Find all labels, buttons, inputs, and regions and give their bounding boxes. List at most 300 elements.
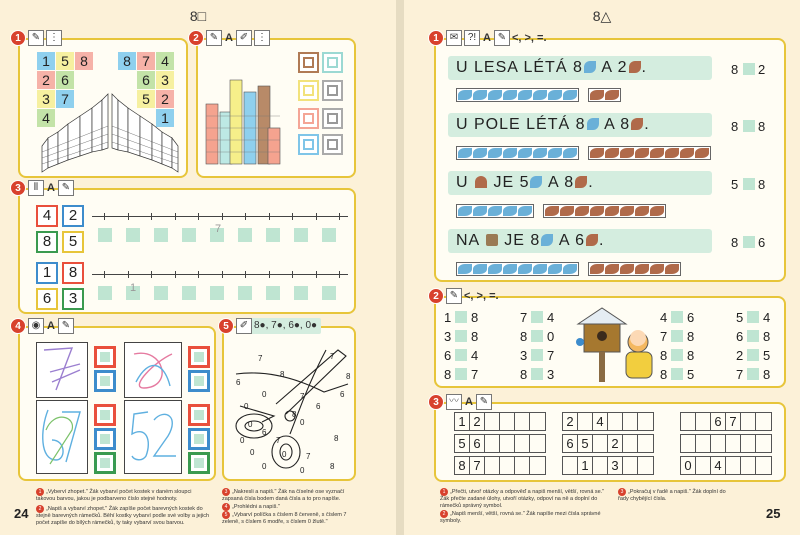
compare-right: 8 [687,329,695,344]
sentence-row-3: U JE 5 A 8 . [456,174,594,191]
scissors-number: 6 [340,390,345,399]
compare-box[interactable] [455,349,467,361]
page-number-left: 24 [14,506,29,521]
number-card: 8 [62,262,84,284]
grid-cell: 4 [156,52,174,70]
answer-box[interactable] [182,286,196,300]
sequence-cell[interactable] [485,435,500,452]
grid-cell: 6 [56,71,74,89]
pencil-icon: ✎ [206,30,222,46]
bird-icon [503,90,517,100]
sequence-row [454,434,546,453]
number-line-tick [339,213,340,220]
pencil-icon: ✎ [58,318,74,334]
sequence-cell[interactable] [593,457,608,474]
compare-box[interactable] [671,368,683,380]
number-line-tick [128,213,129,220]
footnote-text: „Pokračuj v řadě a napiš." Žák doplní do řady chybějící čísla. [618,489,726,502]
sequence-cell[interactable] [696,413,711,430]
exercise-4-icons [28,318,74,334]
grid-cell: 8 [118,52,136,70]
compare-box[interactable] [743,236,755,248]
exercise-5-icons [236,318,321,334]
traced-digit: 1 [130,282,137,294]
answer-box[interactable] [188,370,210,392]
answer-box[interactable] [98,228,112,242]
birdhouse-boy-illustration [568,304,660,384]
compare-right: 4 [763,310,771,325]
hidden-numbers-drawing [124,400,182,474]
answer-box[interactable] [94,370,116,392]
and-letter: A [47,320,55,332]
color-legend: 8●, 7●, 6●, 0● [254,320,318,331]
sequence-cell[interactable] [515,457,530,474]
answer-box[interactable] [182,228,196,242]
compare-right: 6 [687,310,695,325]
bird-strip [456,146,579,160]
exercise-3-badge: 3 [428,394,444,410]
footnote-badge: 1 [440,488,448,496]
bird-icon [605,90,619,100]
compare-right: 8 [687,348,695,363]
scissors-number: 6 [236,378,241,387]
scissors-number: 8 [280,370,285,379]
exercise-5-badge: 5 [218,318,234,334]
number-card: 4 [36,205,58,227]
scissors-number: 0 [262,462,267,471]
answer-frame[interactable] [322,80,343,101]
compare-right: 2 [758,62,766,77]
sequence-cell[interactable] [623,457,638,474]
compare-right: 8 [471,329,479,344]
bird-icon [680,148,694,158]
bird-strip [456,88,579,102]
scissors-number: 8 [334,434,339,443]
compare-box[interactable] [455,311,467,323]
sequence-cell[interactable] [756,457,771,474]
sequence-cell: 2 [563,413,578,430]
answer-box[interactable] [210,286,224,300]
hidden-numbers-drawing [124,342,182,398]
scissors-number: 7 [258,354,263,363]
book-gutter [396,0,404,535]
scissors-number: 0 [300,418,305,427]
bird-strip [588,262,681,276]
hidden-numbers-drawing [36,400,88,474]
compare-left: 5 [731,177,739,192]
pencil-icon: ✎ [58,180,74,196]
answer-box[interactable] [154,228,168,242]
scissors-number: 6 [316,402,321,411]
bird-icon [458,206,472,216]
bird-icon [635,264,649,274]
sequence-cell[interactable] [515,413,530,430]
answer-frame[interactable] [322,52,343,73]
bird-icon [533,148,547,158]
sequence-cell[interactable] [711,435,726,452]
answer-box[interactable] [94,346,116,368]
bird-icon [590,264,604,274]
number-line-tick [151,271,152,278]
number-line-tick [222,213,223,220]
bird-icon [488,206,502,216]
traced-digit: 7 [215,223,222,235]
number-line-tick [269,213,270,220]
answer-frame[interactable] [298,52,319,73]
sequence-cell[interactable] [500,457,515,474]
exercise-2-badge: 2 [428,288,444,304]
compare-box[interactable] [671,330,683,342]
sequence-cell[interactable] [741,457,756,474]
compare-box[interactable] [743,63,755,75]
bird-icon [473,206,487,216]
bird-icon [518,148,532,158]
sequence-cell[interactable] [741,435,756,452]
footnote-text: „Nakresli a napiš." Žák na číselné ose vyznačí zapsaná čísla bodem daná čísla a to pro napíše. [222,489,345,502]
number-card: 1 [36,262,58,284]
footnote-badge: 5 [222,511,230,519]
sequence-row [680,456,772,475]
sequence-cell[interactable] [696,457,711,474]
compare-box[interactable] [747,311,759,323]
scissors-number: 0 [248,420,253,429]
number-card: 3 [62,288,84,310]
sequence-cell[interactable] [756,435,771,452]
answer-box[interactable] [188,404,210,426]
grid-cell: 6 [137,71,155,89]
compare-left: 2 [736,348,744,363]
answer-box[interactable] [94,404,116,426]
sequence-cell[interactable] [681,435,696,452]
color-pencil-icon: ✎ [28,30,44,46]
bird-icon [620,148,634,158]
sequence-cell: 7 [726,413,741,430]
number-line-tick [198,213,199,220]
compare-box[interactable] [531,311,543,323]
answer-box[interactable] [94,428,116,450]
exercise-3-icons [446,394,492,410]
compare-right: 4 [471,348,479,363]
compare-left: 1 [444,310,452,325]
footnote-badge: 1 [36,488,44,496]
bird-icon [518,206,532,216]
answer-frame[interactable] [322,108,343,129]
answer-box[interactable] [322,286,336,300]
answer-frame[interactable] [298,134,319,155]
compare-left: 8 [444,367,452,382]
number-card: 8 [36,231,58,253]
scissors-number: 0 [262,390,267,399]
bird-icon [458,264,472,274]
sequence-cell: 6 [711,413,726,430]
compare-right: 8 [471,310,479,325]
sequence-icon: 〰 [446,394,462,410]
footnote-text: „Napiš menší, větší, rovná se." Žák napíše mezi čísla správné symboly. [440,511,601,524]
sequence-cell[interactable] [756,413,771,430]
bird-icon [473,90,487,100]
compare-box[interactable] [671,349,683,361]
number-line-tick [151,213,152,220]
sequence-cell: 0 [681,457,696,474]
sequence-cell[interactable] [623,413,638,430]
sequence-cell: 7 [470,457,485,474]
answer-box[interactable] [94,452,116,474]
sequence-cell[interactable] [638,435,653,452]
symbols-label: <, >, =. [464,290,499,302]
abacus-icon: ⦀ [28,180,44,196]
exercise-1-badge: 1 [10,30,26,46]
compare-left: 8 [660,367,668,382]
number-line-tick [292,213,293,220]
bird-icon [545,206,559,216]
compare-left: 6 [444,348,452,363]
bird-icon [605,264,619,274]
bird-icon [488,264,502,274]
bird-icon [548,148,562,158]
sequence-cell[interactable] [726,435,741,452]
cube-towers-drawing [202,72,288,172]
answer-box[interactable] [266,228,280,242]
sequence-cell[interactable] [681,413,696,430]
answer-box[interactable] [238,286,252,300]
exercise-4-badge: 4 [10,318,26,334]
sequence-cell[interactable] [638,413,653,430]
sequence-cell: 5 [455,435,470,452]
pencil-icon: ✎ [476,394,492,410]
number-line-tick [316,271,317,278]
sequence-row [562,412,654,431]
sequence-cell: 6 [470,435,485,452]
answer-box[interactable] [266,286,280,300]
bird-icon [605,206,619,216]
footnote-badge: 3 [618,488,626,496]
bird-icon [458,148,472,158]
scissors-number: 7 [276,436,281,445]
pencil-icon: ✎ [446,288,462,304]
sequence-cell[interactable] [696,435,711,452]
answer-frame[interactable] [298,80,319,101]
answer-frame[interactable] [298,108,319,129]
scissors-number: 8 [346,372,351,381]
number-line-tick [269,271,270,278]
bird-strip [588,88,621,102]
answer-box[interactable] [98,286,112,300]
compare-box[interactable] [455,368,467,380]
compare-left: 8 [660,348,668,363]
sequence-row [562,434,654,453]
grid-cell: 1 [37,52,55,70]
sequence-cell: 4 [593,413,608,430]
sequence-cell[interactable] [593,435,608,452]
compare-box[interactable] [747,330,759,342]
page-title-right: 8△ [592,8,612,24]
footnote-badge: 4 [222,503,230,511]
page-title-left: 8□ [189,8,207,24]
bird-icon [650,206,664,216]
sequence-cell[interactable] [608,413,623,430]
sequence-cell: 1 [455,413,470,430]
footnote-text: „Vybarví políčka s číslem 8 červeně, s číslem 7 zeleně, s číslem 6 modře, s číslem 0 žlutě." [222,512,347,525]
number-line-tick [245,213,246,220]
number-line-tick [104,213,105,220]
and-letter: A [483,32,491,44]
sequence-cell[interactable] [515,435,530,452]
answer-box[interactable] [188,452,210,474]
sequence-cell: 8 [455,457,470,474]
compare-right: 6 [758,235,766,250]
number-line [92,274,348,275]
number-line-tick [292,271,293,278]
footnote-1 [440,488,610,509]
dots-icon: ⋮ [254,30,270,46]
sequence-cell[interactable] [530,457,545,474]
compare-left: 4 [660,310,668,325]
bird-strip [588,146,711,160]
sequence-cell[interactable] [741,413,756,430]
bird-icon [635,206,649,216]
answer-box[interactable] [188,346,210,368]
sequence-row [680,412,772,431]
sequence-row [562,456,654,475]
compare-right: 8 [763,329,771,344]
sentence-row-4: NA JE 8 A 6 . [456,232,605,249]
number-line-tick [175,271,176,278]
compare-right: 4 [547,310,555,325]
number-line [92,216,348,217]
bird-icon [665,264,679,274]
sequence-cell[interactable] [530,435,545,452]
scissors-number: 0 [250,448,255,457]
bird-icon [503,264,517,274]
footnote-2 [36,505,212,526]
bird-icon [473,148,487,158]
hidden-numbers-drawing [36,342,88,398]
compare-box[interactable] [531,368,543,380]
bird-icon [590,206,604,216]
eye-icon: ◉ [28,318,44,334]
answer-box[interactable] [154,286,168,300]
bird-icon [575,206,589,216]
bird-icon [563,148,577,158]
bird-icon [620,206,634,216]
sequence-cell[interactable] [500,435,515,452]
bird-icon [488,90,502,100]
pencil-icon: ✎ [494,30,510,46]
compare-box[interactable] [747,349,759,361]
answer-box[interactable] [188,428,210,450]
footnote-3 [222,488,362,503]
bird-icon [518,90,532,100]
bird-icon [533,90,547,100]
sentence-row-2: U POLE LÉTÁ 8 A 8 . [456,116,650,133]
answer-frame[interactable] [322,134,343,155]
bird-icon [503,148,517,158]
bird-icon [548,90,562,100]
sequence-cell[interactable] [623,435,638,452]
grid-cell: 8 [75,52,93,70]
number-line-tick [222,271,223,278]
bird-icon [518,264,532,274]
grid-cell: 3 [37,90,55,108]
sequence-cell[interactable] [578,413,593,430]
exercise-1-icons [28,30,62,46]
compare-left: 8 [731,119,739,134]
bird-icon [458,90,472,100]
number-line-tick [128,271,129,278]
exercise-2-badge: 2 [188,30,204,46]
compare-left: 5 [736,310,744,325]
grid-cell: 5 [56,52,74,70]
scissors-number: 7 [300,392,305,401]
compare-box[interactable] [671,311,683,323]
compare-right: 0 [547,329,555,344]
scissors-number: 7 [306,452,311,461]
number-line-tick [198,271,199,278]
answer-box[interactable] [126,228,140,242]
compare-box[interactable] [743,178,755,190]
number-card: 5 [62,231,84,253]
bird-icon [650,264,664,274]
footnote-text: „Vyberví zhopet." Žák vybarví počet kostek v daném sloupci takovou barvou, jakou je podbarveno číslo stejné hodnoty. [36,489,192,502]
scissors-number: 0 [240,436,245,445]
bird-icon [488,148,502,158]
bird-icon [548,264,562,274]
sequence-cell: 3 [608,457,623,474]
sequence-cell: 4 [711,457,726,474]
sequence-cell[interactable] [530,413,545,430]
compare-right: 7 [547,348,555,363]
scissors-number: 0 [300,466,305,475]
reading-icon: ✉ [446,30,462,46]
bird-icon [590,148,604,158]
scissors-number: 7 [330,352,335,361]
and-letter: A [225,32,233,44]
number-line-tick [175,213,176,220]
answer-box[interactable] [322,228,336,242]
compare-right: 3 [547,367,555,382]
sequence-cell[interactable] [500,413,515,430]
scissors-number: 0 [282,450,287,459]
compare-right: 5 [687,367,695,382]
footnote-badge: 2 [36,505,44,513]
sequence-cell[interactable] [485,413,500,430]
compare-left: 7 [660,329,668,344]
grid-cell: 7 [137,52,155,70]
sequence-row [454,412,546,431]
dots-icon: ⋮ [46,30,62,46]
grid-cell: 5 [137,90,155,108]
bird-icon [695,148,709,158]
bird-icon [533,264,547,274]
sequence-cell[interactable] [563,457,578,474]
compare-box[interactable] [531,330,543,342]
bird-icon [503,206,517,216]
sequence-cell[interactable] [726,457,741,474]
bird-strip [456,204,534,218]
compare-box[interactable] [531,349,543,361]
answer-box[interactable] [238,228,252,242]
sequence-cell[interactable] [638,457,653,474]
answer-box[interactable] [294,228,308,242]
compare-box[interactable] [743,120,755,132]
color-pencil-icon: ✐ [236,318,252,334]
sequence-cell[interactable] [485,457,500,474]
footnote-2 [440,510,610,525]
compare-box[interactable] [455,330,467,342]
compare-left: 8 [731,235,739,250]
compare-box[interactable] [747,368,759,380]
answer-box[interactable] [294,286,308,300]
